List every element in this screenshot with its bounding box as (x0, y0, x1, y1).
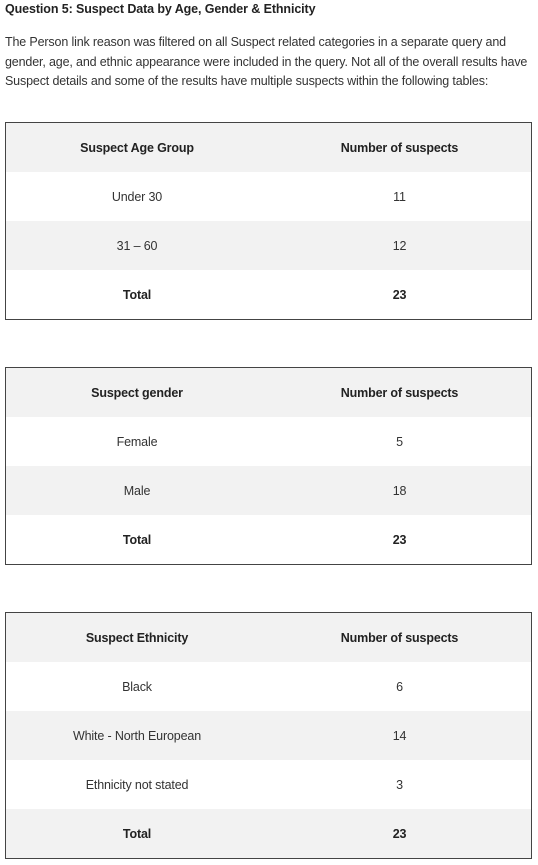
table-total-value: 23 (268, 270, 532, 320)
table-cell-category: Ethnicity not stated (6, 760, 269, 809)
table-cell-count: 12 (268, 221, 532, 270)
table-total-label: Total (6, 515, 269, 565)
table-header-row (6, 368, 532, 418)
table-header-cell: Suspect gender (6, 368, 269, 418)
table-row (6, 221, 532, 270)
table-header-cell: Number of suspects (268, 368, 532, 418)
table-cell-count: 11 (268, 172, 532, 221)
table-cell-category: White - North European (6, 711, 269, 760)
table-cell-category: Male (6, 466, 269, 515)
table-header-cell: Suspect Ethnicity (6, 613, 269, 663)
table-cell-count: 5 (268, 417, 532, 466)
table-total-value: 23 (268, 809, 532, 859)
suspect-ethnicity-table (5, 612, 532, 859)
table-total-row (6, 270, 532, 320)
table-header-row (6, 123, 532, 173)
table-total-label: Total (6, 809, 269, 859)
table-cell-count: 14 (268, 711, 532, 760)
table-total-label: Total (6, 270, 269, 320)
table-cell-category: Female (6, 417, 269, 466)
table-cell-count: 3 (268, 760, 532, 809)
table-cell-category: Black (6, 662, 269, 711)
intro-paragraph: The Person link reason was filtered on all Suspect related categories in a separate query and gender, age, and ethnic appearance were included in the query. Not all of the overall results have Suspect details and some of the results have multiple suspects within the following tables: (5, 35, 528, 88)
table-header-cell: Number of suspects (268, 123, 532, 173)
table-cell-category: Under 30 (6, 172, 269, 221)
table-cell-category: 31 – 60 (6, 221, 269, 270)
table-row (6, 417, 532, 466)
table-cell-count: 18 (268, 466, 532, 515)
table-row (6, 760, 532, 809)
suspect-gender-table (5, 367, 532, 565)
table-row (6, 466, 532, 515)
table-row (6, 662, 532, 711)
table-header-cell: Suspect Age Group (6, 123, 269, 173)
table-total-row (6, 515, 532, 565)
table-cell-count: 6 (268, 662, 532, 711)
table-header-row (6, 613, 532, 663)
table-total-row (6, 809, 532, 859)
table-header-cell: Number of suspects (268, 613, 532, 663)
table-row (6, 172, 532, 221)
suspect-age-table (5, 122, 532, 320)
page-heading: Question 5: Suspect Data by Age, Gender & Ethnicity (5, 2, 316, 16)
table-row (6, 711, 532, 760)
table-total-value: 23 (268, 515, 532, 565)
